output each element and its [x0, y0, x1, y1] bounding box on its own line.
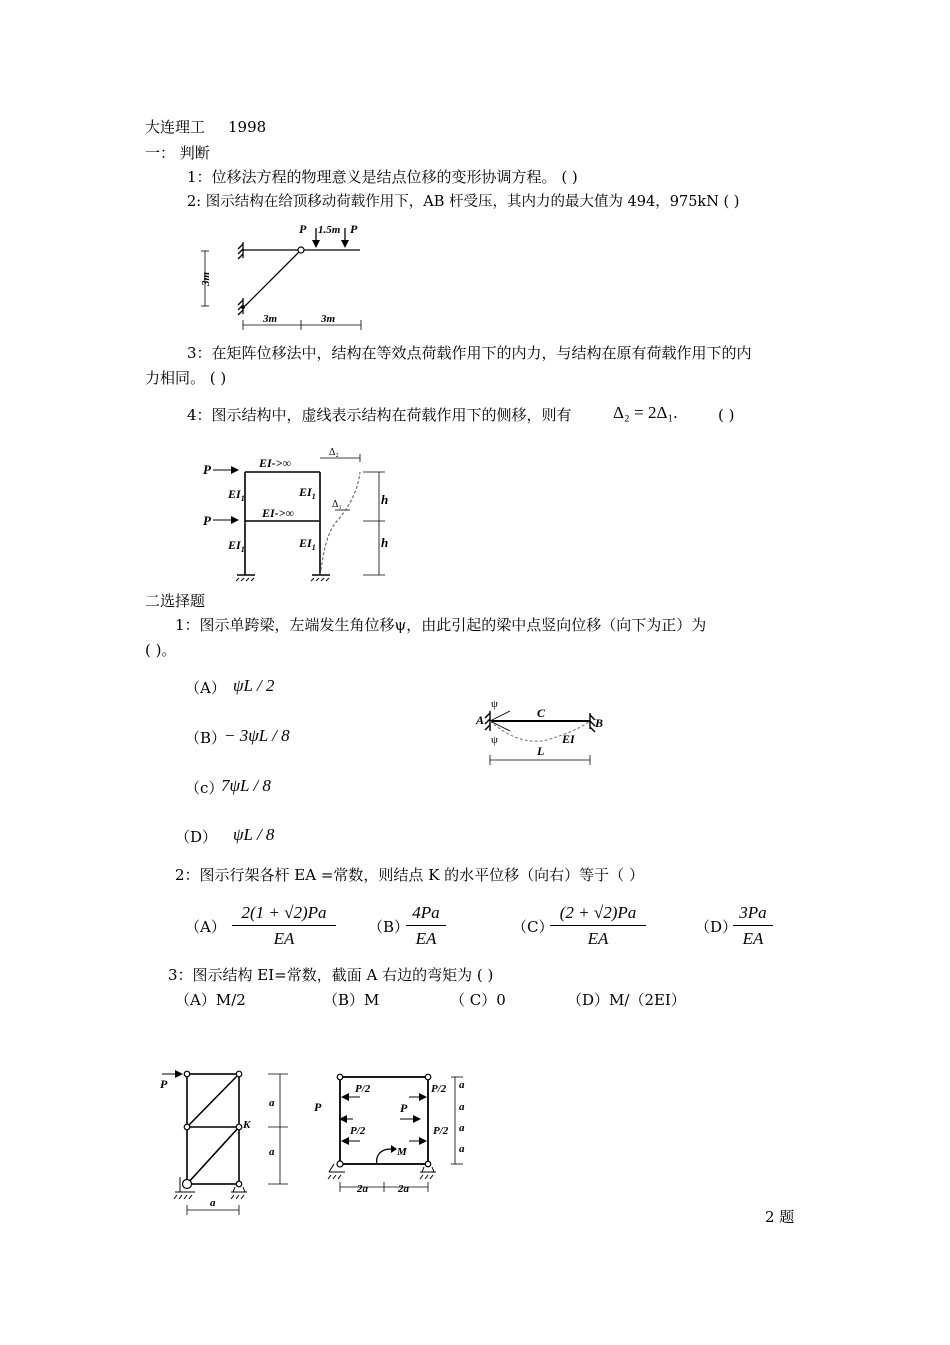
fig5-dim-a4: a	[459, 1143, 465, 1155]
fig2-load-mid: P	[203, 513, 211, 528]
figure-two-storey-frame	[195, 440, 405, 585]
fig1-load-p2: P	[350, 222, 358, 236]
fig5-load-mid-right: P/2	[433, 1125, 449, 1137]
fig5-dim-left: 2a	[357, 1183, 368, 1195]
s2-q2-a-denominator: EA	[273, 929, 295, 948]
fig5-load-top-left: P/2	[355, 1083, 371, 1095]
fig5-load-mid-left: P/2	[350, 1125, 366, 1137]
fig5-dim-right: 2a	[398, 1183, 409, 1195]
exam-school: 大连理工	[145, 118, 206, 136]
q3-line1: 3：在矩阵位移法中，结构在等效点荷载作用下的内力，与结构在原有荷载作用下的内	[187, 344, 752, 362]
s2-q2-label-b: （B）	[368, 918, 410, 936]
fig2-delta1: Δ₁	[332, 499, 342, 510]
q4-formula: Δ₂ = 2Δ₁.	[613, 403, 678, 422]
exam-year: 1998	[228, 118, 267, 136]
s2-q2-label-c: （C）	[512, 918, 554, 936]
fig5-dim-a3: a	[459, 1122, 465, 1134]
s2-q3-option-b: （B）M	[323, 991, 380, 1009]
fig2-height-top: h	[381, 492, 389, 507]
fig5-load-middle: P	[400, 1101, 408, 1115]
s2-q1-option-a-value: ψL / 2	[233, 676, 275, 695]
q4-text: 4：图示结构中，虚线表示结构在荷载作用下的侧移，则有	[187, 406, 572, 424]
fig1-width-left: 3m	[263, 313, 278, 325]
q2-text: 2: 图示结构在给顶移动荷载作用下，AB 杆受压，其内力的最大值为 494，975kN ( )	[187, 194, 740, 210]
fig1-width-right: 3m	[321, 313, 336, 325]
fig2-beam-mid: EI->∞	[262, 506, 295, 520]
fig3-node-b: B	[595, 716, 604, 730]
fig3-psi-top: ψ	[491, 698, 498, 710]
fig2-delta2: Δ₂	[329, 447, 339, 458]
s2-q1-option-a-label: （A）	[185, 679, 226, 697]
fig5-load-left: P	[314, 1100, 322, 1114]
fig2-col-ei-c: EI	[228, 538, 241, 552]
fig5-load-top-right: P/2	[431, 1083, 447, 1095]
s2-q2-d-denominator: EA	[742, 929, 764, 948]
fig2-load-top: P	[203, 462, 211, 477]
s2-q2-b-numerator: 4Pa	[406, 903, 446, 926]
s2-q2-c-numerator: (2 + √2)Pa	[550, 903, 646, 926]
fig4-dim-a-top: a	[269, 1097, 275, 1109]
fig1-load-p1: P	[299, 222, 307, 236]
fig1-load-spacing: 1.5m	[318, 224, 341, 236]
fig5-moment-m: M	[397, 1146, 407, 1158]
figure-moving-load-frame	[195, 218, 375, 336]
fig5-dim-a2: a	[459, 1101, 465, 1113]
fig2-beam-top: EI->∞	[259, 456, 292, 470]
section2-title: 二选择题	[145, 592, 206, 610]
s2-q2-label-d: （D）	[695, 918, 738, 936]
s2-q1-line1: 1：图示单跨梁，左端发生角位移ψ，由此引起的梁中点竖向位移（向下为正）为	[175, 616, 707, 634]
fig4-dim-a-width: a	[210, 1197, 216, 1209]
s2-q3-option-c: （ C）0	[450, 991, 506, 1009]
q3-line2: 力相同。 ( )	[145, 369, 227, 387]
s2-q1-line2: ( )。	[145, 641, 177, 659]
fig2-height-bottom: h	[381, 535, 389, 550]
section1-title: 一： 判断	[145, 144, 210, 162]
page-footer: 2 题	[765, 1208, 795, 1226]
fig5-dim-a1: a	[459, 1079, 465, 1091]
fig2-col-ei-b: EI	[299, 485, 312, 499]
s2-q2-label-a: （A）	[185, 918, 226, 936]
fig3-node-c: C	[537, 706, 546, 720]
fig4-dim-a-bottom: a	[269, 1146, 275, 1158]
s2-q2-b-denominator: EA	[415, 929, 437, 948]
s2-q1-option-b-value: − 3ψL / 8	[224, 726, 290, 745]
s2-q1-option-c-value: 7ψL / 8	[221, 776, 271, 795]
fig2-col-ei-a: EI	[228, 487, 241, 501]
figure-portal-frame	[305, 1065, 485, 1200]
s2-q1-option-c-label: （c）	[185, 779, 224, 797]
fig4-node-k: K	[243, 1119, 251, 1131]
fig1-height: 3m	[200, 271, 212, 286]
s2-q2-text: 2：图示行架各杆 EA =常数，则结点 K 的水平位移（向右）等于（ ）	[175, 866, 644, 884]
s2-q2-c-denominator: EA	[587, 929, 609, 948]
fig3-length: L	[537, 744, 545, 758]
fig2-col-ei-d: EI	[299, 536, 312, 550]
s2-q1-option-d-label: （D）	[175, 828, 218, 846]
figure-truss	[150, 1065, 300, 1225]
s2-q2-d-numerator: 3Pa	[733, 903, 773, 926]
s2-q1-option-d-value: ψL / 8	[233, 825, 275, 844]
svg-text:EI1: $EI_1$	[228, 538, 245, 554]
svg-text:EI1: $EI_1$	[299, 485, 316, 501]
q1-text: 1：位移法方程的物理意义是结点位移的变形协调方程。 ( )	[187, 168, 578, 186]
fig3-ei: EI	[562, 732, 575, 746]
s2-q3-option-a: （A）M/2	[175, 991, 246, 1009]
fig4-load-p: P	[160, 1077, 168, 1091]
figure-fixed-beam	[470, 697, 615, 772]
s2-q3-text: 3：图示结构 EI=常数，截面 A 右边的弯矩为 ( )	[168, 966, 494, 984]
fig3-psi-bottom: ψ	[491, 734, 498, 746]
s2-q3-option-d: （D）M/（2EI）	[567, 991, 686, 1009]
q4-answer-paren: ( )	[718, 406, 735, 424]
s2-q1-option-b-label: （B）	[185, 729, 227, 747]
fig3-node-a: A	[476, 713, 485, 727]
svg-text:EI1: $EI_1$	[228, 487, 245, 503]
svg-text:EI1: $EI_1$	[299, 536, 316, 552]
s2-q2-a-numerator: 2(1 + √2)Pa	[232, 903, 336, 926]
